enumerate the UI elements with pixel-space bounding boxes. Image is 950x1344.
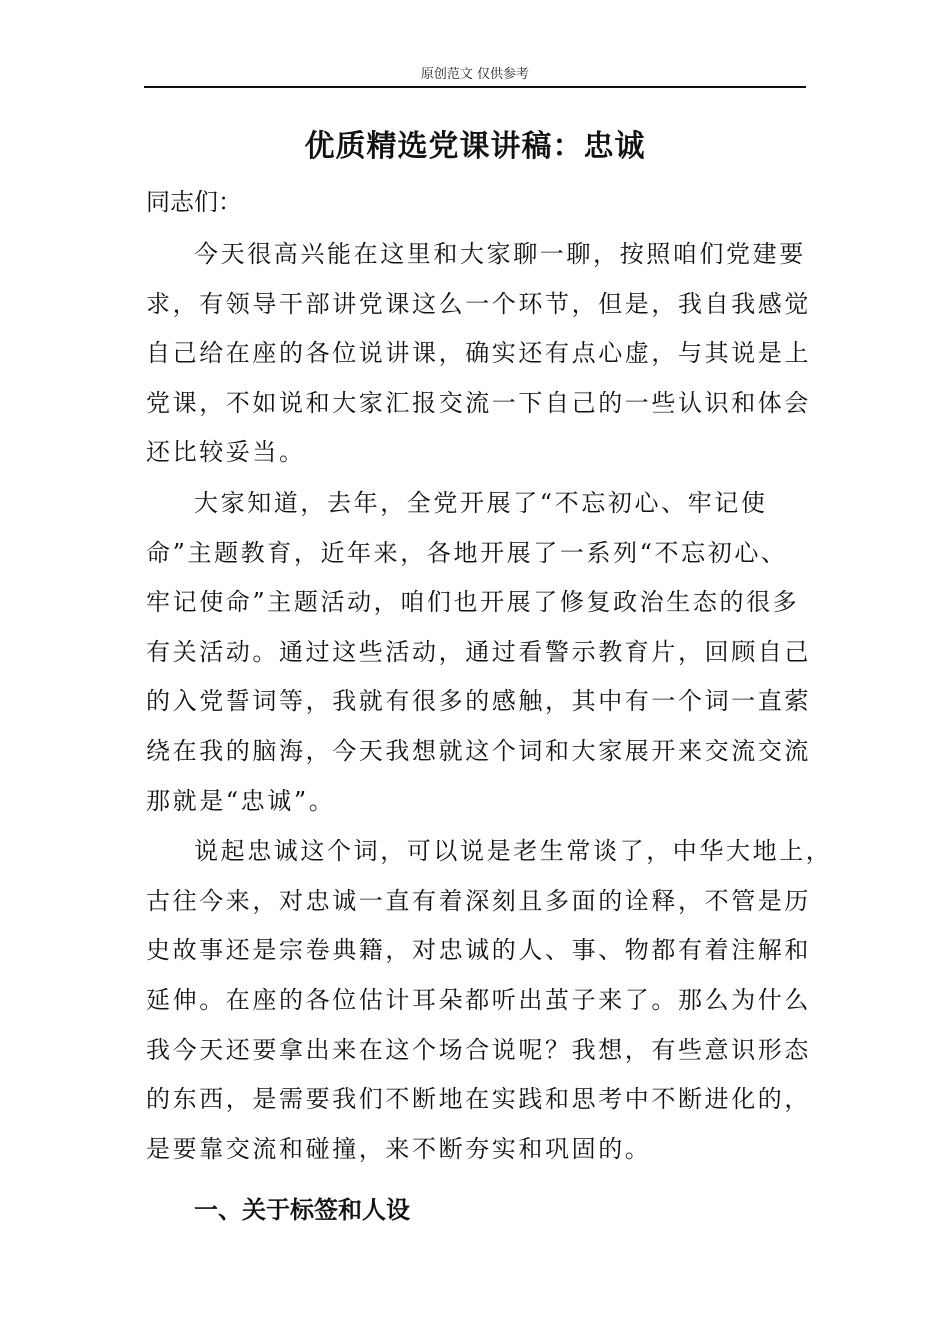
paragraph-line: 有关活动。通过这些活动，通过看警示教育片，回顾自己 [146,637,811,666]
paragraph-line: 绕在我的脑海，今天我想就这个词和大家展开来交流交流 [146,736,811,765]
document-body [146,180,833,1232]
paragraph-line: 党课，不如说和大家汇报交流一下自己的一些认识和体会 [146,388,811,417]
paragraph-line: 我今天还要拿出来在这个场合说呢？我想，有些意识形态 [146,1035,811,1064]
paragraph-line: 大家知道，去年，全党开展了“不忘初心、牢记使 [194,488,768,517]
paragraph-line: 的东西，是需要我们不断地在实践和思考中不断进化的， [146,1085,811,1114]
paragraph-line: 牢记使命”主题活动，咱们也开展了修复政治生态的很多 [146,588,800,617]
document-title: 优质精选党课讲稿：忠诚 [304,129,646,164]
paragraph-line: 古往今来，对忠诚一直有着深刻且多面的诠释，不管是历 [146,886,811,915]
paragraph-line: 自己给在座的各位说讲课，确实还有点心虚，与其说是上 [146,339,811,368]
page-header-text: 原创范文 仅供参考 [420,67,530,82]
paragraph [146,479,810,826]
section-heading: 一、关于标签和人设 [194,1196,410,1225]
paragraph-line: 那就是“忠诚”。 [146,786,336,815]
paragraph-line: 求，有领导干部讲党课这么一个环节，但是，我自我感觉 [146,289,811,318]
paragraph-line: 史故事还是宗卷典籍，对忠诚的人、事、物都有着注解和 [146,936,811,965]
header-rule [144,86,806,88]
paragraph-line: 说起忠诚这个词，可以说是老生常谈了，中华大地上， [194,837,833,866]
paragraph-line: 的入党誓词等，我就有很多的感触，其中有一个词一直萦 [146,687,811,716]
paragraph-line: 还比较妥当。 [146,438,306,467]
paragraph-line: 是要靠交流和碰撞，来不断夯实和巩固的。 [146,1134,652,1163]
paragraph [146,827,833,1174]
paragraph-line: 延伸。在座的各位估计耳朵都听出茧子来了。那么为什么 [146,985,811,1014]
paragraph-line: 今天很高兴能在这里和大家聊一聊，按照咱们党建要 [194,240,806,268]
paragraph [146,230,810,478]
paragraph-line: 命”主题教育，近年来，各地开展了一系列“不忘初心、 [146,538,788,567]
salutation: 同志们： [146,188,242,216]
